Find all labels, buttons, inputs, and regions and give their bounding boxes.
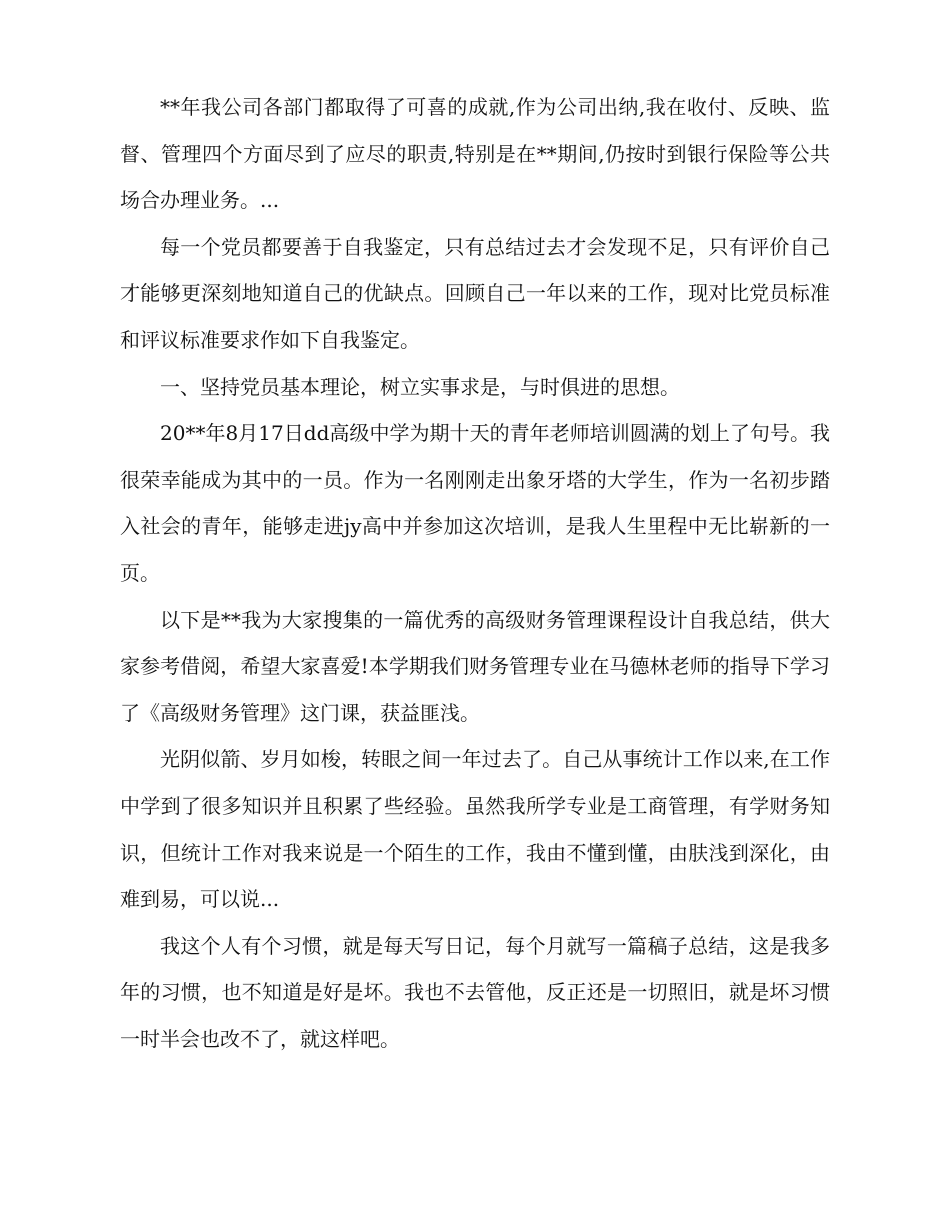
paragraph-teacher-training: 20**年8月17日dd高级中学为期十天的青年老师培训圆满的划上了句号。我很荣幸能成为其中的一员。作为一名刚刚走出象牙塔的大学生，作为一名初步踏入社会的青年，能够走进jy高中并参加这次培训，是我人生里程中无比崭新的一页。 — [120, 421, 830, 585]
paragraph-statistics-work: 光阴似箭、岁月如梭，转眼之间一年过去了。自己从事统计工作以来,在工作中学到了很多知识并且积累了些经验。虽然我所学专业是工商管理，有学财务知识，但统计工作对我来说是一个陌生的工作，我由不懂到懂，由肤浅到深化，由难到易，可以说... — [120, 747, 830, 912]
document-body — [120, 84, 830, 1062]
paragraph-finance-course: 以下是**我为大家搜集的一篇优秀的高级财务管理课程设计自我总结，供大家参考借阅，希望大家喜爱!本学期我们财务管理专业在马德林老师的指导下学习了《高级财务管理》这门课，获益匪浅。 — [120, 607, 830, 725]
paragraph-party-member-appraisal: 每一个党员都要善于自我鉴定，只有总结过去才会发现不足，只有评价自己才能够更深刻地知道自己的优缺点。回顾自己一年以来的工作，现对比党员标准和评议标准要求作如下自我鉴定。 — [120, 234, 830, 352]
paragraph-cashier-summary: **年我公司各部门都取得了可喜的成就,作为公司出纳,我在收付、反映、监督、管理四个方面尽到了应尽的职责,特别是在**期间,仍按时到银行保险等公共场合办理业务。... — [120, 95, 830, 213]
paragraph-diary-habit: 我这个人有个习惯，就是每天写日记，每个月就写一篇稿子总结，这是我多年的习惯，也不知道是好是坏。我也不去管他，反正还是一切照旧，就是坏习惯一时半会也改不了，就这样吧。 — [120, 933, 830, 1051]
paragraph-section-heading: 一、坚持党员基本理论，树立实事求是，与时俱进的思想。 — [160, 374, 680, 399]
